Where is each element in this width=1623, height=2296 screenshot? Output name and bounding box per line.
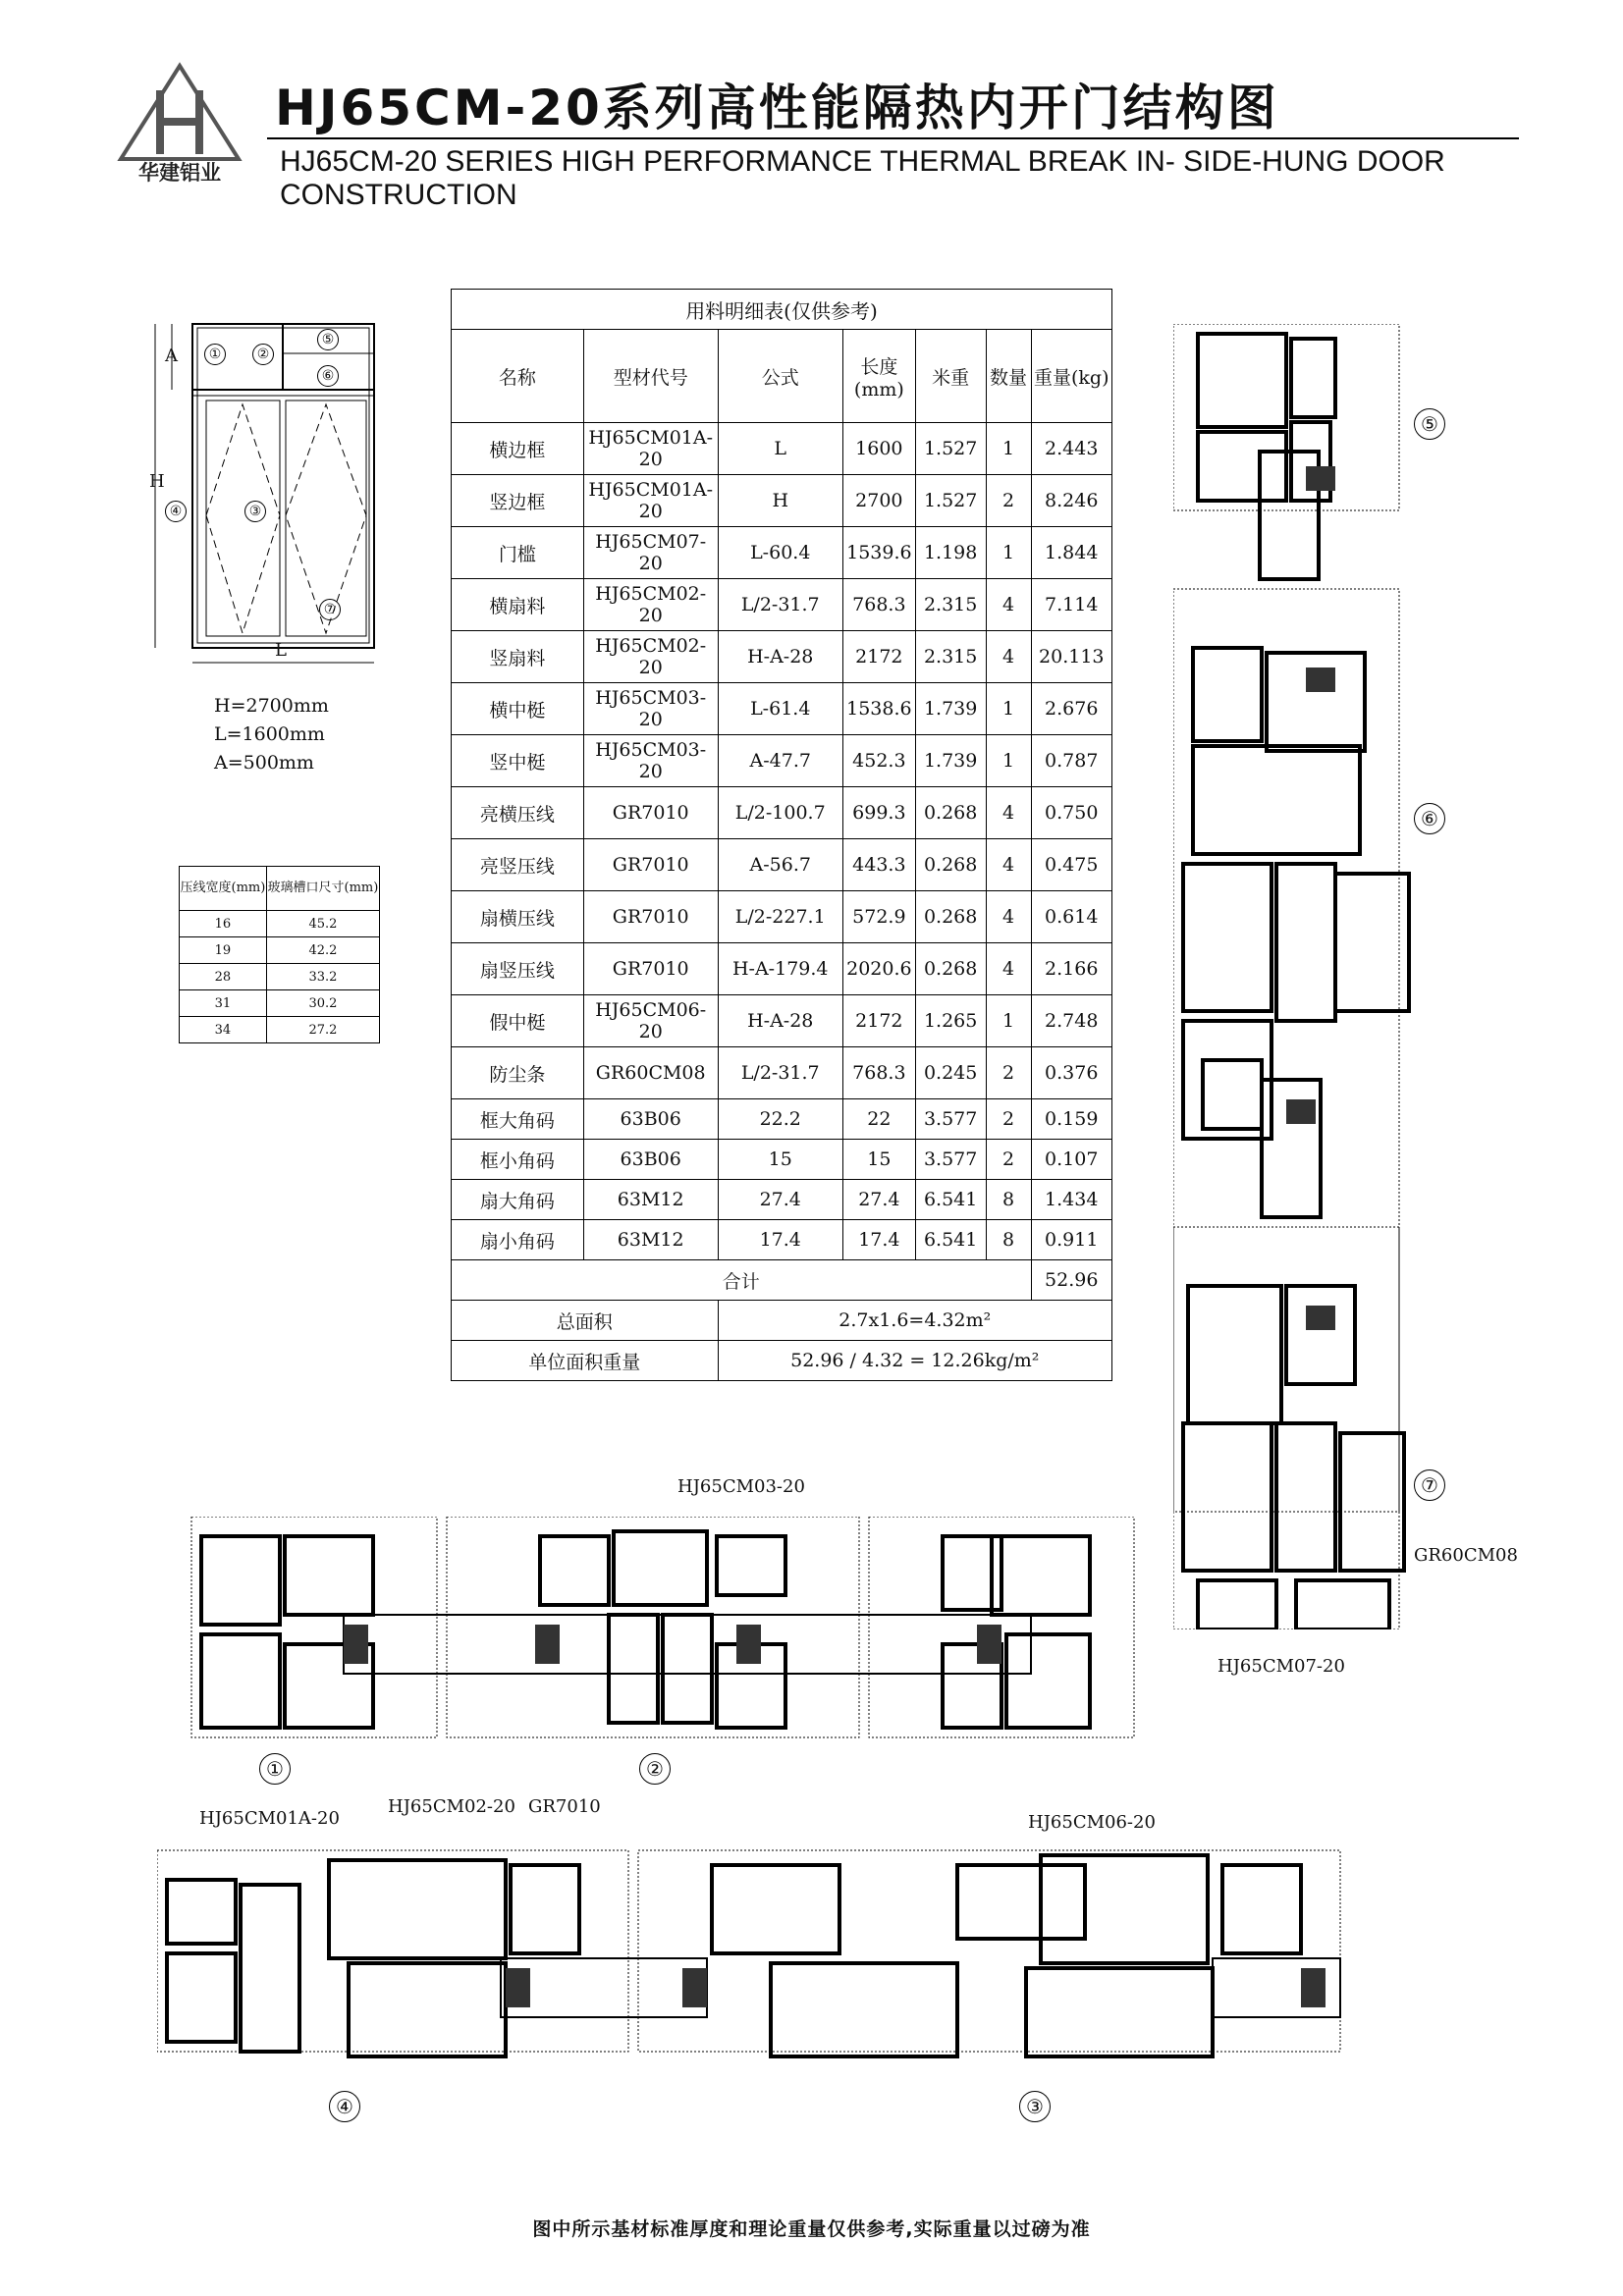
table-cell: H-A-179.4 (718, 943, 842, 995)
label-hj65cm01a: HJ65CM01A-20 (199, 1808, 340, 1829)
table-cell: HJ65CM01A-20 (583, 475, 718, 527)
footer-note: 图中所示基材标准厚度和理论重量仅供参考,实际重量以过磅为准 (532, 2218, 1091, 2240)
section-callout-2: ② (639, 1753, 671, 1785)
table-cell: H-A-28 (718, 995, 842, 1047)
table-row (452, 943, 1112, 995)
callout-2: ② (252, 344, 274, 365)
table-cell: 63B06 (583, 1099, 718, 1140)
table-cell: 63M12 (583, 1220, 718, 1260)
total-value: 52.96 (1031, 1260, 1111, 1301)
table-cell: 竖中梃 (452, 735, 584, 787)
table-cell: 4 (986, 839, 1031, 891)
callout-6: ⑥ (317, 365, 339, 387)
table-row (452, 631, 1112, 683)
unit-weight-value: 52.96 / 4.32 = 12.26kg/m² (718, 1341, 1111, 1381)
table-cell: HJ65CM03-20 (583, 683, 718, 735)
table-cell: 扇大角码 (452, 1180, 584, 1220)
table-cell: 2.748 (1031, 995, 1111, 1047)
callout-3: ③ (244, 501, 266, 522)
table-cell: 15 (718, 1140, 842, 1180)
table-cell: A-47.7 (718, 735, 842, 787)
table-cell: 竖扇料 (452, 631, 584, 683)
table-cell: 1.739 (915, 683, 986, 735)
table-cell: 0.245 (915, 1047, 986, 1099)
table-row (452, 1099, 1112, 1140)
table-cell: 4 (986, 943, 1031, 995)
horizontal-section-1-2 (187, 1517, 1139, 1747)
table-cell: GR7010 (583, 943, 718, 995)
table-cell: 1 (986, 423, 1031, 475)
table-row (452, 579, 1112, 631)
table-row (452, 891, 1112, 943)
table-row (452, 1047, 1112, 1099)
unit-weight-label: 单位面积重量 (452, 1341, 719, 1381)
table-cell: 扇小角码 (452, 1220, 584, 1260)
table-cell: HJ65CM02-20 (583, 579, 718, 631)
section-callout-4: ④ (329, 2091, 360, 2122)
table-cell: 2.166 (1031, 943, 1111, 995)
glass-header: 压线宽度(mm) (180, 867, 267, 911)
table-cell: 8 (986, 1220, 1031, 1260)
table-cell: 4 (986, 891, 1031, 943)
logo-text: 华建铝业 (138, 161, 221, 185)
section-callout-6: ⑥ (1414, 803, 1445, 834)
table-row (452, 839, 1112, 891)
section-callout-1: ① (259, 1753, 291, 1785)
horizontal-section-3-4 (157, 1845, 1345, 2061)
area-value: 2.7x1.6=4.32m² (718, 1301, 1111, 1341)
table-cell: 2 (986, 475, 1031, 527)
table-cell: 63B06 (583, 1140, 718, 1180)
table-cell: GR7010 (583, 891, 718, 943)
table-cell: 0.268 (915, 943, 986, 995)
label-hj65cm07: HJ65CM07-20 (1217, 1656, 1345, 1677)
area-label: 总面积 (452, 1301, 719, 1341)
table-cell: HJ65CM01A-20 (583, 423, 718, 475)
total-label: 合计 (452, 1260, 1032, 1301)
table-cell: 3.577 (915, 1099, 986, 1140)
table-cell: 假中梃 (452, 995, 584, 1047)
table-cell: GR7010 (583, 839, 718, 891)
table-cell: 22 (842, 1099, 915, 1140)
table-header: 名称 型材代号 公式 长度(mm) 米重 数量 重量(kg) (452, 330, 1112, 423)
glass-groove-table: 压线宽度(mm) 玻璃槽口尺寸(mm) 16 45.2 19 42.2 28 33.2 31 30.2 34 27.2 (179, 866, 380, 1043)
table-cell: 1.739 (915, 735, 986, 787)
table-cell: H (718, 475, 842, 527)
table-cell: 扇竖压线 (452, 943, 584, 995)
table-cell: 亮竖压线 (452, 839, 584, 891)
section-callout-7: ⑦ (1414, 1469, 1445, 1501)
table-cell: L/2-227.1 (718, 891, 842, 943)
table-cell: 2.676 (1031, 683, 1111, 735)
label-hj65cm02: HJ65CM02-20 (388, 1796, 515, 1817)
page-title: HJ65CM-20系列高性能隔热内开门结构图 (275, 80, 1279, 136)
table-cell: 20.113 (1031, 631, 1111, 683)
table-cell: HJ65CM03-20 (583, 735, 718, 787)
table-cell: 门槛 (452, 527, 584, 579)
table-cell: HJ65CM02-20 (583, 631, 718, 683)
table-cell: 3.577 (915, 1140, 986, 1180)
table-cell: 0.159 (1031, 1099, 1111, 1140)
callout-7: ⑦ (319, 599, 341, 620)
table-cell: 2.315 (915, 579, 986, 631)
table-cell: 1 (986, 683, 1031, 735)
table-cell: 0.614 (1031, 891, 1111, 943)
label-hj65cm03: HJ65CM03-20 (677, 1476, 805, 1497)
label-hj65cm06: HJ65CM06-20 (1028, 1812, 1156, 1833)
dimension-list (214, 692, 329, 777)
table-cell: L/2-31.7 (718, 579, 842, 631)
table-row (452, 527, 1112, 579)
bill-of-materials-table (451, 289, 1112, 1381)
table-cell: 横中梃 (452, 683, 584, 735)
table-cell: 572.9 (842, 891, 915, 943)
table-cell: 框小角码 (452, 1140, 584, 1180)
table-row (452, 995, 1112, 1047)
table-cell: L-60.4 (718, 527, 842, 579)
table-cell: 2.315 (915, 631, 986, 683)
table-cell: 8.246 (1031, 475, 1111, 527)
table-row (452, 683, 1112, 735)
table-cell: 2020.6 (842, 943, 915, 995)
table-cell: 0.107 (1031, 1140, 1111, 1180)
label-gr7010: GR7010 (528, 1796, 601, 1817)
table-cell: 4 (986, 579, 1031, 631)
dim-label-a: A (165, 346, 178, 366)
table-cell: 22.2 (718, 1099, 842, 1140)
table-cell: 2.443 (1031, 423, 1111, 475)
table-row (452, 475, 1112, 527)
table-cell: 443.3 (842, 839, 915, 891)
table-cell: 扇横压线 (452, 891, 584, 943)
table-cell: 0.911 (1031, 1220, 1111, 1260)
dim-label-h: H (149, 471, 165, 492)
table-cell: 0.787 (1031, 735, 1111, 787)
dim-label-l: L (275, 640, 287, 661)
table-row (452, 1220, 1112, 1260)
table-cell: 2172 (842, 995, 915, 1047)
page-subtitle: HJ65CM-20 SERIES HIGH PERFORMANCE THERMAL BREAK IN- SIDE-HUNG DOOR CONSTRUCTION (280, 145, 1445, 211)
table-cell: 竖边框 (452, 475, 584, 527)
table-cell: 0.268 (915, 891, 986, 943)
table-cell: H-A-28 (718, 631, 842, 683)
label-gr60cm08: GR60CM08 (1414, 1545, 1518, 1566)
door-elevation-diagram (147, 314, 403, 677)
table-cell: 6.541 (915, 1220, 986, 1260)
callout-1: ① (204, 344, 226, 365)
table-cell: 15 (842, 1140, 915, 1180)
table-cell: HJ65CM06-20 (583, 995, 718, 1047)
dim-a: A=500mm (214, 752, 314, 774)
table-cell: L-61.4 (718, 683, 842, 735)
table-cell: 框大角码 (452, 1099, 584, 1140)
table-cell: 2 (986, 1140, 1031, 1180)
vertical-section-drawing (1173, 324, 1429, 1629)
table-cell: 0.376 (1031, 1047, 1111, 1099)
table-cell: 1 (986, 995, 1031, 1047)
table-cell: 17.4 (718, 1220, 842, 1260)
table-row (452, 1140, 1112, 1180)
table-cell: 横边框 (452, 423, 584, 475)
table-cell: 1539.6 (842, 527, 915, 579)
table-cell: HJ65CM07-20 (583, 527, 718, 579)
table-cell: 4 (986, 631, 1031, 683)
table-cell: 768.3 (842, 1047, 915, 1099)
table-cell: 1.198 (915, 527, 986, 579)
table-cell: 0.268 (915, 787, 986, 839)
table-cell: 0.750 (1031, 787, 1111, 839)
table-cell: 4 (986, 787, 1031, 839)
table-cell: L (718, 423, 842, 475)
callout-4: ④ (165, 501, 187, 522)
table-cell: 27.4 (718, 1180, 842, 1220)
table-cell: 1 (986, 735, 1031, 787)
table-cell: GR7010 (583, 787, 718, 839)
dim-h: H=2700mm (214, 695, 329, 717)
table-cell: L/2-100.7 (718, 787, 842, 839)
table-cell: 横扇料 (452, 579, 584, 631)
section-callout-5: ⑤ (1414, 408, 1445, 440)
table-cell: 亮横压线 (452, 787, 584, 839)
title-divider (267, 137, 1519, 139)
dim-l: L=1600mm (214, 723, 325, 745)
table-cell: 0.475 (1031, 839, 1111, 891)
table-cell: 768.3 (842, 579, 915, 631)
table-cell: 1.434 (1031, 1180, 1111, 1220)
table-cell: 1.527 (915, 475, 986, 527)
table-row (452, 787, 1112, 839)
table-cell: 2172 (842, 631, 915, 683)
table-cell: 2700 (842, 475, 915, 527)
table-cell: 6.541 (915, 1180, 986, 1220)
glass-header: 玻璃槽口尺寸(mm) (266, 867, 379, 911)
table-row (452, 1180, 1112, 1220)
table-row (452, 735, 1112, 787)
table-cell: 63M12 (583, 1180, 718, 1220)
table-cell: 17.4 (842, 1220, 915, 1260)
table-cell: 1 (986, 527, 1031, 579)
table-cell: L/2-31.7 (718, 1047, 842, 1099)
table-cell: 2 (986, 1099, 1031, 1140)
table-row (452, 423, 1112, 475)
table-caption: 用料明细表(仅供参考) (452, 290, 1112, 330)
table-cell: 2 (986, 1047, 1031, 1099)
table-cell: 1600 (842, 423, 915, 475)
table-cell: GR60CM08 (583, 1047, 718, 1099)
table-cell: 452.3 (842, 735, 915, 787)
table-cell: 1538.6 (842, 683, 915, 735)
callout-5: ⑤ (317, 329, 339, 350)
table-cell: 1.844 (1031, 527, 1111, 579)
table-cell: 1.527 (915, 423, 986, 475)
table-cell: 防尘条 (452, 1047, 584, 1099)
table-cell: 27.4 (842, 1180, 915, 1220)
table-cell: 7.114 (1031, 579, 1111, 631)
table-cell: 0.268 (915, 839, 986, 891)
table-cell: 1.265 (915, 995, 986, 1047)
table-cell: 699.3 (842, 787, 915, 839)
section-callout-3: ③ (1019, 2091, 1051, 2122)
table-cell: 8 (986, 1180, 1031, 1220)
table-cell: A-56.7 (718, 839, 842, 891)
